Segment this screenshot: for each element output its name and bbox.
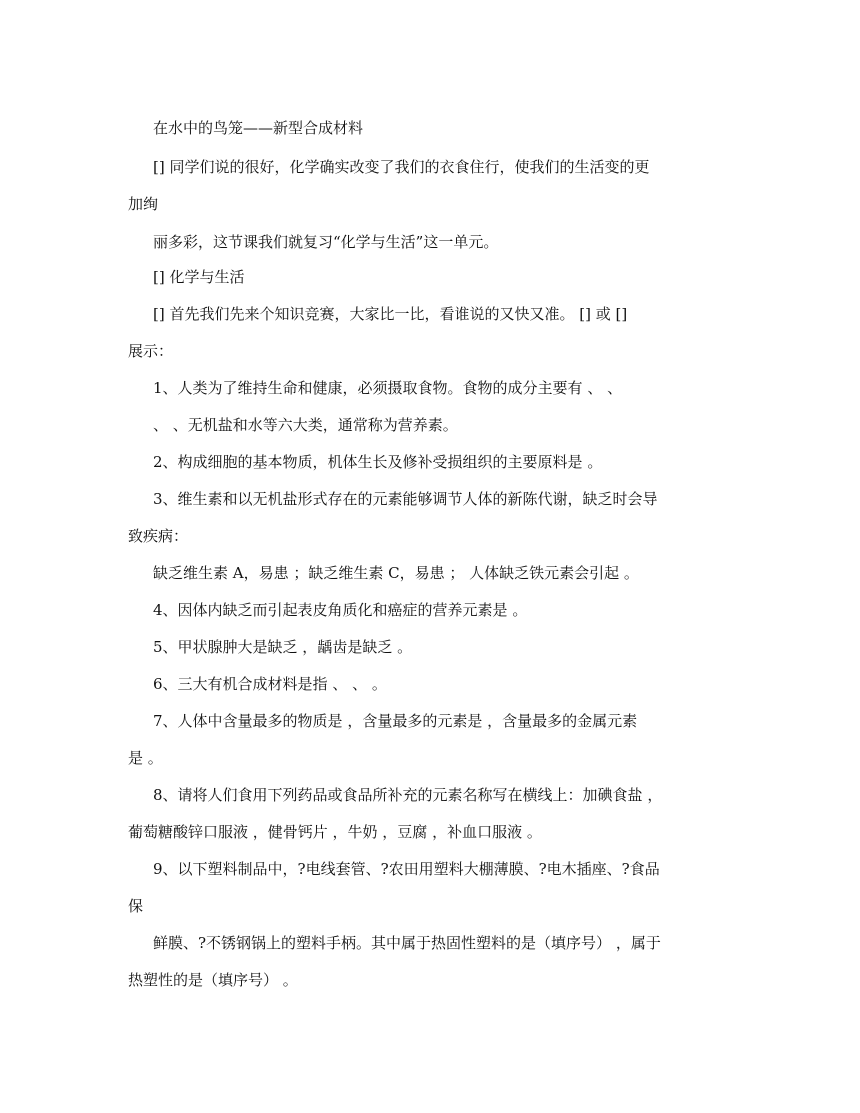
question-line: 致疾病： (128, 527, 189, 545)
document-title: 在水中的鸟笼——新型合成材料 (153, 119, 364, 137)
question-line: 1、人类为了维持生命和健康，必须摄取食物。食物的成分主要有 、 、 (153, 379, 623, 397)
question-line: 4、因体内缺乏而引起表皮角质化和癌症的营养元素是 。 (153, 601, 528, 619)
question-line: 9、以下塑料制品中，?电线套管、?农田用塑料大棚薄膜、?电木插座、?食品 (153, 860, 660, 878)
paragraph-line: 加绚 (128, 195, 159, 213)
question-line: 是 。 (128, 749, 163, 767)
question-line: 鲜膜、?不锈钢锅上的塑料手柄。其中属于热固性塑料的是（填序号） ，属于 (153, 934, 661, 952)
question-line: 5、甲状腺肿大是缺乏 ，龋齿是缺乏 。 (153, 638, 413, 656)
question-line: 保 (128, 897, 144, 915)
question-line: 、 、无机盐和水等六大类，通常称为营养素。 (153, 416, 458, 434)
question-line: 2、构成细胞的基本物质，机体生长及修补受损组织的主要原料是 。 (153, 453, 603, 471)
question-line: 7、人体中含量最多的物质是 ，含量最多的元素是 ，含量最多的金属元素 (153, 712, 638, 730)
paragraph-line: 展示： (128, 342, 174, 360)
question-line: 葡萄糖酸锌口服液 ，健骨钙片 ，牛奶 ，豆腐 ，补血口服液 。 (128, 823, 542, 841)
question-line: 热塑性的是（填序号） 。 (128, 971, 298, 989)
question-line: 缺乏维生素 A，易患 ；缺乏维生素 C，易患 ； 人体缺乏铁元素会引起 。 (153, 564, 639, 582)
question-line: 6、三大有机合成材料是指 、 、 。 (153, 675, 387, 693)
question-line: 8、请将人们食用下列药品或食品所补充的元素名称写在横线上：加碘食盐 ， (153, 786, 663, 804)
section-heading: [] 化学与生活 (153, 268, 245, 286)
paragraph-line: 丽多彩，这节课我们就复习“化学与生活”这一单元。 (153, 233, 499, 251)
question-line: 3、维生素和以无机盐形式存在的元素能够调节人体的新陈代谢，缺乏时会导 (153, 490, 658, 508)
paragraph-line: [] 同学们说的很好，化学确实改变了我们的衣食住行，使我们的生活变的更 (153, 158, 650, 176)
paragraph-line: [] 首先我们先来个知识竞赛，大家比一比，看谁说的又快又准。 [] 或 [] (153, 305, 628, 323)
